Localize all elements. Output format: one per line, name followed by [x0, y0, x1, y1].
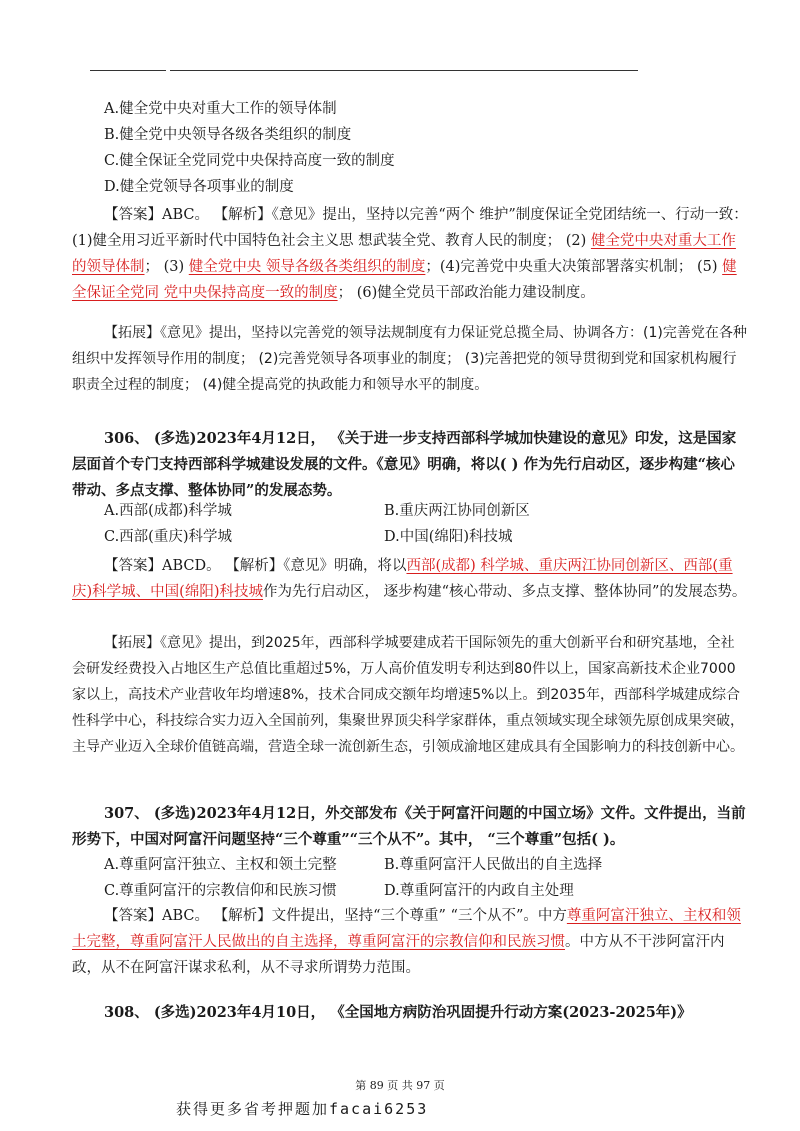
option: A.健全党中央对重大工作的领导体制 — [104, 101, 337, 117]
header-rule — [170, 70, 638, 71]
promo-text: 获得更多省考押题加facai6253 — [176, 1100, 429, 1118]
highlight: 西部(成都) 科学城、重庆两江协同创新区、西部(重庆)科学城、中国(绵阳)科技城 — [72, 558, 733, 600]
option: B.健全党中央领导各级各类组织的制度 — [104, 127, 352, 143]
q307-answer: 【答案】ABC。 【解析】文件提出，坚持“三个尊重” “三个从不”。中方尊重阿富汗独立、主权和领土完整，尊重阿富汗人民做出的自主选择，尊重阿富汗的宗教信仰和民族习惯。中方从不干涉阿富汗内政，从不在阿富汗谋求私利，从不寻求所谓势力范围。 — [72, 908, 741, 976]
page-number: 第 89 页 共 97 页 — [355, 1079, 445, 1092]
option: C.西部(重庆)科学城 — [104, 529, 233, 545]
q305-expand: 【拓展】《意见》提出，坚持以完善党的领导法规制度有力保证党总揽全局、协调各方：(1)完善党在各种组织中发挥领导作用的制度； (2)完善党领导各项事业的制度； (3)完善把党的领导贯彻到党和国家机构履行职责全过程的制度； (4)健全提高党的执政能力和领导水平的制度。 — [72, 325, 747, 393]
q305-options — [104, 96, 704, 200]
option: B.尊重阿富汗人民做出的自主选择 — [384, 857, 603, 873]
q306-answer: 【答案】ABCD。 【解析】《意见》明确，将以西部(成都) 科学城、重庆两江协同创新区、西部(重庆)科学城、中国(绵阳)科技城作为先行启动区， 逐步构建“核心带动、多点支撑、整体协同”的发展态势。 — [72, 558, 747, 600]
option: A.尊重阿富汗独立、主权和领土完整 — [104, 857, 337, 873]
option: A.西部(成都)科学城 — [104, 503, 232, 519]
option: D.尊重阿富汗的内政自主处理 — [384, 883, 574, 899]
q306-stem: 306、 (多选)2023年4月12日， 《关于进一步支持西部科学城加快建设的意见》印发，这是国家层面首个专门支持西部科学城建设发展的文件。《意见》明确，将以( ) 作为先行启动区，逐步构建“核心带动、多点支撑、整体协同”的发展态势。 — [72, 430, 737, 499]
q306-expand: 【拓展】《意见》提出，到2025年，西部科学城要建成若干国际领先的重大创新平台和研究基地，全社会研发经费投入占地区生产总值比重超过5%，万人高价值发明专利达到80件以上，国家高新技术企业7000家以上，高技术产业营收年均增速8%，技术合同成交额年均增速5%以上。到2035年，西部科学城建成综合性科学中心，科技综合实力迈入全国前列，集聚世界顶尖科学家群体，重点领域实现全球领先原创成果突破，主导产业迈入全球价值链高端，营造全球一流创新生态，引领成渝地区建成具有全国影响力的科技创新中心。 — [72, 635, 744, 755]
q305-answer: 【答案】ABC。 【解析】《意见》提出，坚持以完善“两个 维护”制度保证全党团结统一、行动一致：(1)健全用习近平新时代中国特色社会主义思 想武装全党、教育人民的制度； (2) 健全党中央对重大工作的领导体制； (3) 健全党中央 领导各级各类组织的制度；(4)完善党中央重大决策部署落实机制； (5) 健全保证全党同 党中央保持高度一致的制度； (6)健全党员干部政治能力建设制度。 — [72, 207, 748, 301]
option: C.尊重阿富汗的宗教信仰和民族习惯 — [104, 883, 337, 899]
option: D.中国(绵阳)科技城 — [384, 529, 513, 545]
highlight: 健全党中央 领导各级各类组织的制度 — [188, 259, 426, 275]
header-rule — [90, 70, 166, 71]
highlight: 尊重阿富汗独立、主权和领土完整，尊重阿富汗人民做出的自主选择，尊重阿富汗的宗教信仰和民族习惯 — [72, 908, 741, 950]
q308-stem: 308、 (多选)2023年4月10日， 《全国地方病防治巩固提升行动方案(2023-2025年)》 — [104, 1004, 692, 1021]
highlight: 健全保证全党同 党中央保持高度一致的制度 — [72, 259, 737, 301]
q307-options — [104, 852, 664, 904]
q307-stem: 307、 (多选)2023年4月12日，外交部发布《关于阿富汗问题的中国立场》文件。文件提出，当前形势下，中国对阿富汗问题坚持“三个尊重”“三个从不”。其中， “三个尊重”包括( )。 — [72, 805, 746, 848]
option: C.健全保证全党同党中央保持高度一致的制度 — [104, 153, 395, 169]
option: B.重庆两江协同创新区 — [384, 503, 530, 519]
q306-options — [104, 498, 664, 550]
highlight: 健全党中央对重大工作的领导体制 — [72, 233, 736, 275]
option: D.健全党领导各项事业的制度 — [104, 179, 294, 195]
